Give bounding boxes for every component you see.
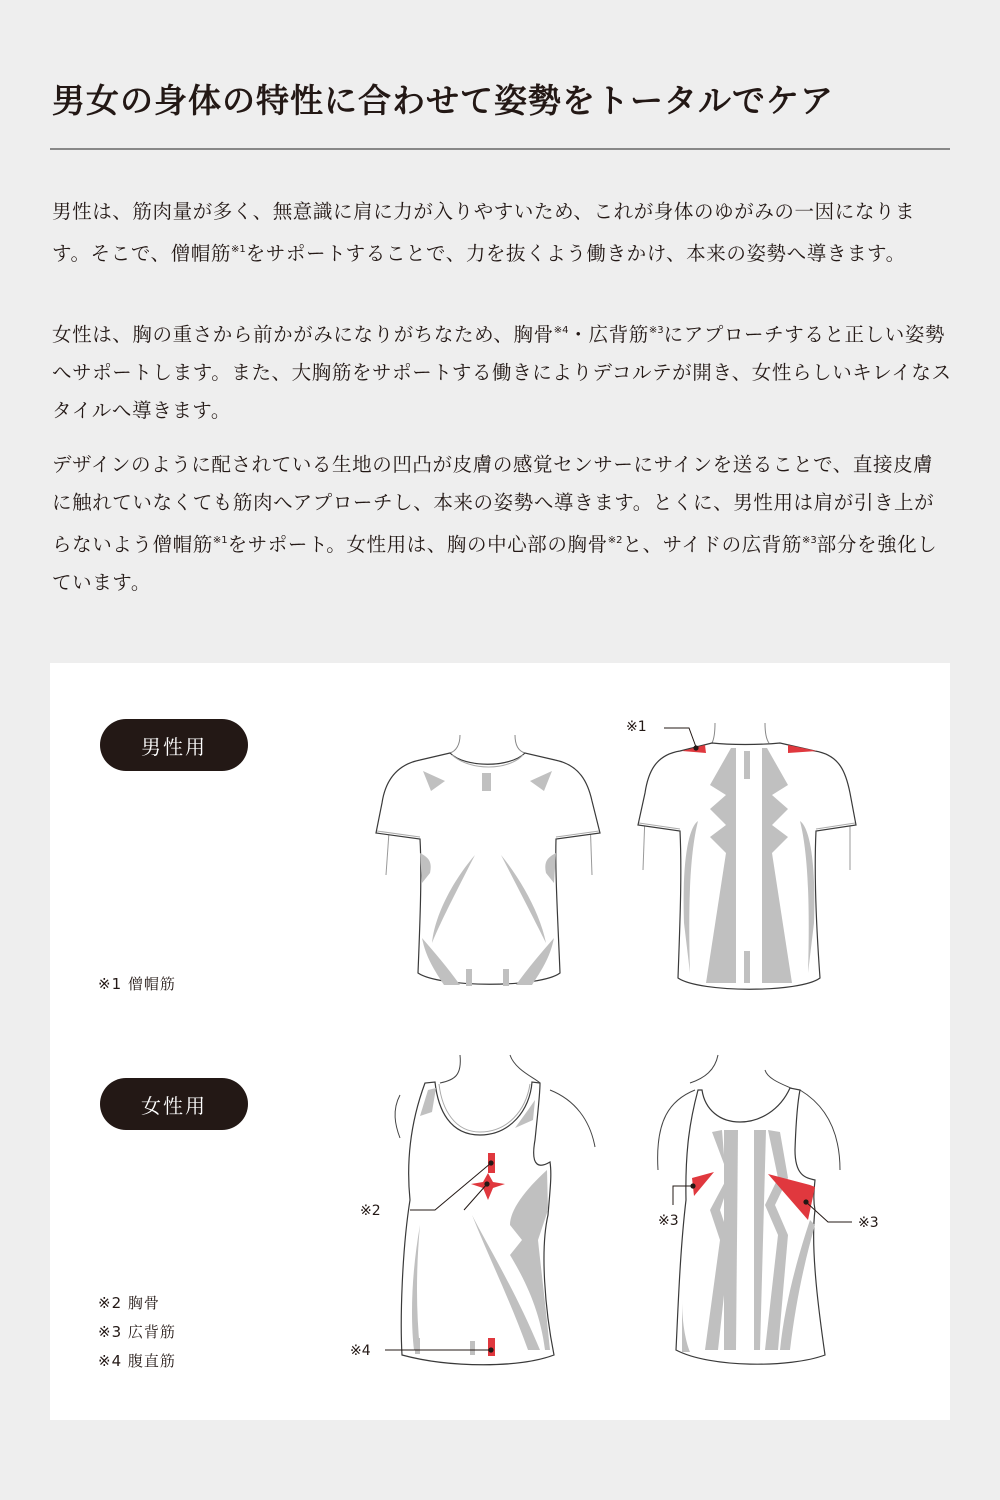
diagram-panel <box>50 663 950 1420</box>
paragraph-men <box>52 193 952 273</box>
callout-3-left-label: ※3 <box>658 1213 679 1229</box>
callout-4-label: ※4 <box>350 1343 371 1359</box>
paragraph-women <box>52 312 952 430</box>
footnote-2: ※2 胸骨 <box>98 1294 160 1312</box>
paragraph-design <box>52 446 952 602</box>
text: をサポートすることで、力を抜くよう働きかけ、本来の姿勢へ導きます。 <box>245 242 906 265</box>
footnote-ref: ※3 <box>648 325 664 336</box>
title-divider <box>50 148 950 150</box>
text: 部分を強化しています。 <box>52 533 938 594</box>
mens-tshirt-back-illustration <box>610 703 890 1003</box>
callout-2-label: ※2 <box>360 1203 381 1219</box>
footnote-1: ※1 僧帽筋 <box>98 975 176 993</box>
mens-label-pill: 男性用 <box>100 719 248 771</box>
callout-1-label: ※1 <box>626 719 647 735</box>
text: デザインのように配されている生地の凹凸が皮膚の感覚センサーにサインを送ることで、直接皮膚に触れていなくても筋肉へアプローチし、本来の姿勢へ導きます。とくに、男性用は肩が引き上がらないよう僧帽筋 <box>52 453 935 556</box>
text: 男性は、筋肉量が多く、無意識に肩に力が入りやすいため、これが身体のゆがみの一因になります。そこで、僧帽筋 <box>52 200 916 265</box>
footnote-3: ※3 広背筋 <box>98 1323 176 1341</box>
mens-tshirt-front-illustration <box>360 713 620 1003</box>
footnote-ref: ※1 <box>230 244 246 255</box>
mens-footnotes <box>98 970 176 999</box>
footnote-ref: ※1 <box>212 535 228 546</box>
text: と、サイドの広背筋 <box>622 533 803 556</box>
page-title: 男女の身体の特性に合わせて姿勢をトータルでケア <box>52 81 834 120</box>
callout-3-right-label: ※3 <box>858 1215 879 1231</box>
womens-label-pill: 女性用 <box>100 1078 248 1130</box>
womens-footnotes <box>98 1289 176 1376</box>
womens-tank-front-illustration <box>340 1050 630 1390</box>
footnote-ref: ※4 <box>553 325 569 336</box>
footnote-ref: ※3 <box>802 535 817 546</box>
footnote-4: ※4 腹直筋 <box>98 1352 176 1370</box>
footnote-ref: ※2 <box>607 535 623 546</box>
text: ・広背筋 <box>568 323 649 346</box>
text: 女性は、胸の重さから前かがみになりがちなため、胸骨 <box>52 323 554 346</box>
text: をサポート。女性用は、胸の中心部の胸骨 <box>227 533 608 556</box>
womens-tank-back-illustration <box>610 1050 900 1390</box>
text: にアプローチすると正しい姿勢へサポートします。また、大胸筋をサポートする働きによりデコルテが開き、女性らしいキレイなスタイルへ導きます。 <box>52 323 952 422</box>
